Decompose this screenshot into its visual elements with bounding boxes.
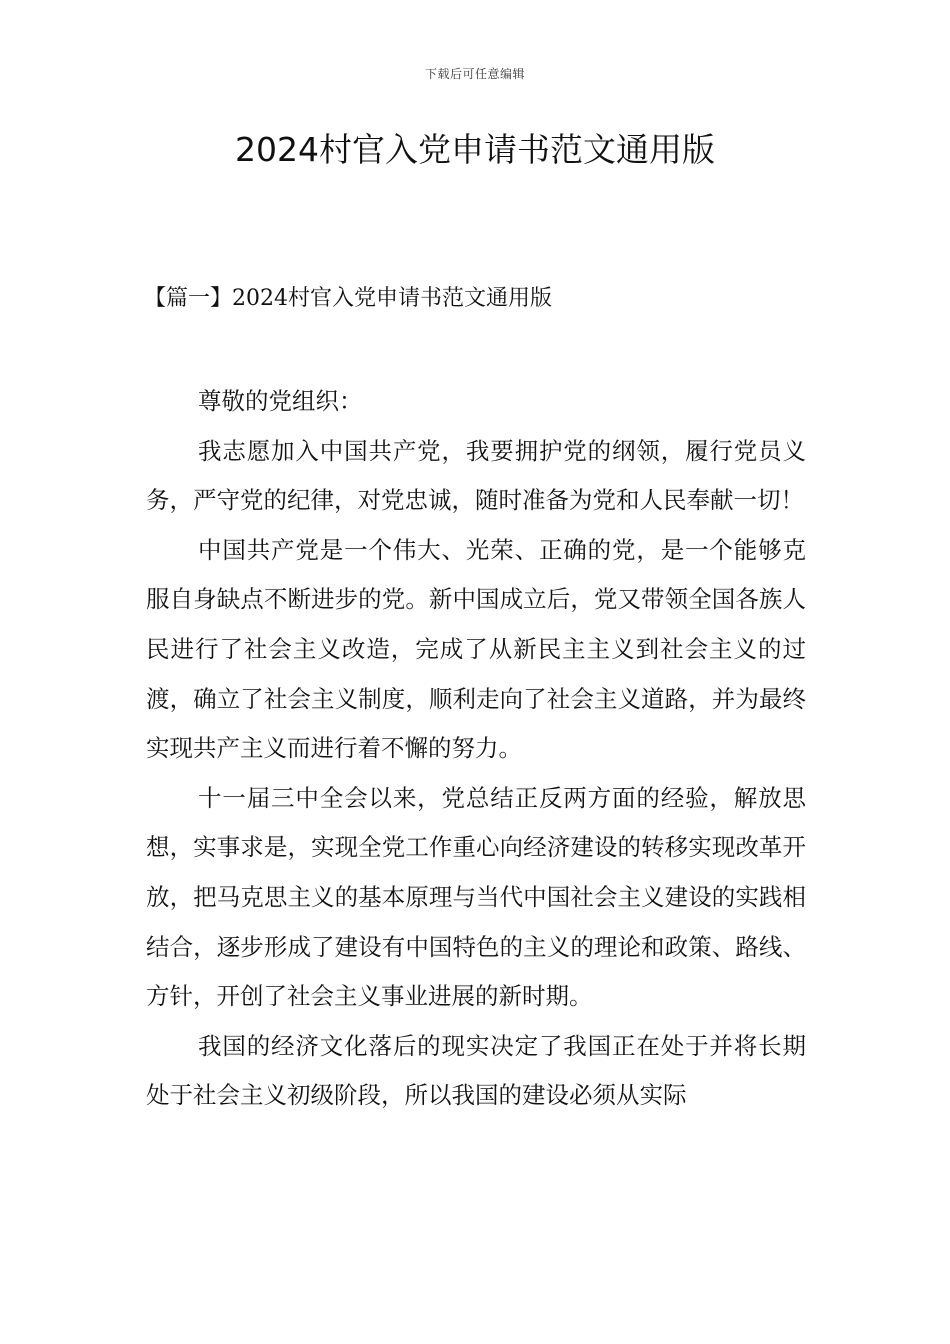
paragraph-4: 我国的经济文化落后的现实决定了我国正在处于并将长期处于社会主义初级阶段，所以我国的建设必须从实际 [146,1031,806,1110]
document-title: 2024村官入党申请书范文通用版 [235,130,715,169]
paragraph-3: 十一届三中全会以来，党总结正反两方面的经验，解放思想，实事求是，实现全党工作重心向经济建设的转移实现改革开放，把马克思主义的基本原理与当代中国社会主义建设的实践相结合，逐步形成了建设有中国特色的主义的理论和政策、路线、方针，开创了社会主义事业进展的新时期。 [146,783,806,1011]
paragraph-2: 中国共产党是一个伟大、光荣、正确的党，是一个能够克服自身缺点不断进步的党。新中国成立后，党又带领全国各族人民进行了社会主义改造，完成了从新民主主义到社会主义的过渡，确立了社会主义制度，顺利走向了社会主义道路，并为最终实现共产主义而进行着不懈的努力。 [146,535,806,763]
header-note: 下载后可任意编辑 [424,67,525,81]
paragraph-1: 我志愿加入中国共产党，我要拥护党的纲领，履行党员义务，严守党的纪律，对党忠诚，随时准备为党和人民奉献一切！ [146,436,806,515]
document-body [146,377,806,1121]
salutation: 尊敬的党组织： [198,387,363,415]
section-heading: 【篇一】2024村官入党申请书范文通用版 [144,286,552,311]
